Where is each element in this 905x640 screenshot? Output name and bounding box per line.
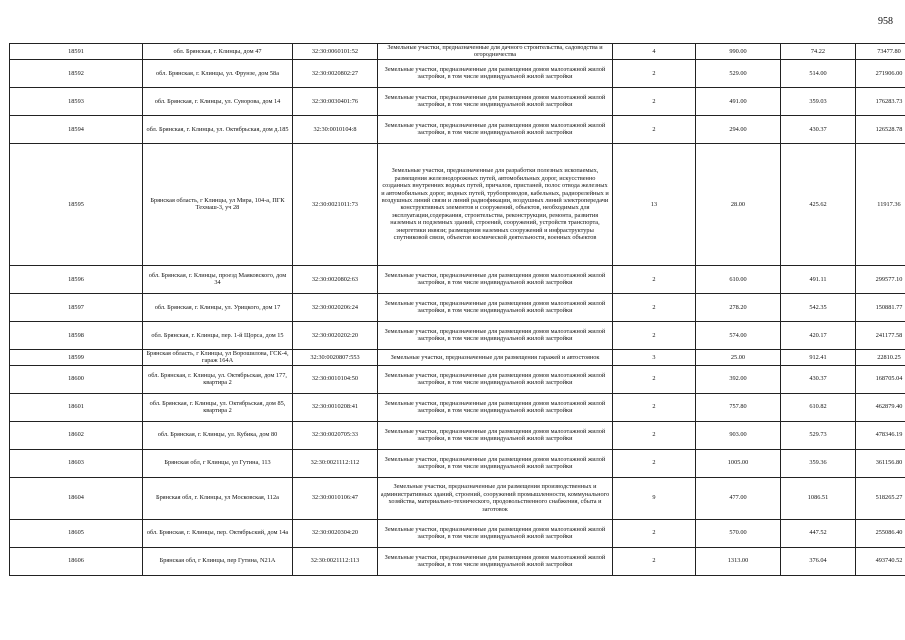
row-number: 18599 <box>10 349 143 365</box>
row-number: 18605 <box>10 519 143 547</box>
row-address: Брянская обл, г Клинцы, пер Гутина, N21А <box>143 547 293 575</box>
row-land-usage: Земельные участки, предназначенные для размещения домов малоэтажной жилой застройки, в том числе индивидуальной жилой застройки <box>378 321 613 349</box>
row-area: 529.00 <box>696 59 781 87</box>
row-number: 18598 <box>10 321 143 349</box>
row-area: 25.00 <box>696 349 781 365</box>
row-cadastral-value: 176283.73 <box>856 87 905 115</box>
row-cadastral-number: 32:30:0020705:33 <box>293 421 378 449</box>
row-number: 18604 <box>10 477 143 519</box>
row-cadastral-value: 126528.78 <box>856 115 905 143</box>
row-address: обл. Брянская, г. Клинцы, ул. Урицкого, дом 17 <box>143 293 293 321</box>
row-area: 392.00 <box>696 365 781 393</box>
row-area: 278.20 <box>696 293 781 321</box>
row-usage-group: 2 <box>613 59 696 87</box>
table-row <box>10 421 905 449</box>
table-row <box>10 143 905 265</box>
row-cadastral-value: 478346.19 <box>856 421 905 449</box>
row-cadastral-number: 32:30:0030401:76 <box>293 87 378 115</box>
row-cadastral-value: 493740.52 <box>856 547 905 575</box>
row-cadastral-value: 299577.10 <box>856 265 905 293</box>
row-specific-value: 430.37 <box>781 115 856 143</box>
row-cadastral-number: 32:30:0010106:47 <box>293 477 378 519</box>
row-usage-group: 2 <box>613 519 696 547</box>
row-area: 990.00 <box>696 44 781 60</box>
row-land-usage: Земельные участки, предназначенные для размещения домов малоэтажной жилой застройки, в том числе индивидуальной жилой застройки <box>378 87 613 115</box>
row-cadastral-number: 32:30:0021112:112 <box>293 449 378 477</box>
row-land-usage: Земельные участки, предназначенные для размещения домов малоэтажной жилой застройки, в том числе индивидуальной жилой застройки <box>378 519 613 547</box>
row-cadastral-number: 32:30:0010208:41 <box>293 393 378 421</box>
row-cadastral-value: 462879.40 <box>856 393 905 421</box>
row-number: 18592 <box>10 59 143 87</box>
row-land-usage: Земельные участки, предназначенные для размещения домов малоэтажной жилой застройки, в том числе индивидуальной жилой застройки <box>378 365 613 393</box>
row-land-usage: Земельные участки, предназначенные для размещения домов малоэтажной жилой застройки, в том числе индивидуальной жилой застройки <box>378 449 613 477</box>
row-cadastral-value: 11917.36 <box>856 143 905 265</box>
row-cadastral-value: 361156.80 <box>856 449 905 477</box>
row-number: 18593 <box>10 87 143 115</box>
row-address: обл. Брянская, г. Клинцы, ул. Кубика, дом 80 <box>143 421 293 449</box>
table-row <box>10 265 905 293</box>
row-number: 18601 <box>10 393 143 421</box>
row-specific-value: 420.17 <box>781 321 856 349</box>
row-usage-group: 2 <box>613 421 696 449</box>
row-usage-group: 2 <box>613 393 696 421</box>
row-land-usage: Земельные участки, предназначенные для разработки полезных ископаемых, размещения железнодорожных путей, автомобильных дорог, искусственно созданных внутренних водных путей, причалов, пристаней, полос отвода железных и автомобильных дорог, водных путей, трубопроводов, кабельных, радиорелейных и воздушных линий связи и линий радиофикации, воздушных линий электропередачи конструктивных элементов и сооружений, объектов, необходимых для эксплуатации,содержания, строительства, реконструкции, ремонта, развития наземных и подземных зданий, строений, сооружений, устройств транспорта, энергетики иsвязи; размещения наземных сооружений и инфраструктуры спутниковой связи, объектов космической деятельности, военных объектов <box>378 143 613 265</box>
row-area: 570.00 <box>696 519 781 547</box>
row-area: 491.00 <box>696 87 781 115</box>
table-row <box>10 44 905 60</box>
row-land-usage: Земельные участки, предназначенные для размещения домов малоэтажной жилой застройки, в том числе индивидуальной жилой застройки <box>378 59 613 87</box>
row-number: 18595 <box>10 143 143 265</box>
row-usage-group: 2 <box>613 87 696 115</box>
row-usage-group: 2 <box>613 365 696 393</box>
row-land-usage: Земельные участки, предназначенные для дачного строительства, садоводства и огородничества <box>378 44 613 60</box>
row-specific-value: 447.52 <box>781 519 856 547</box>
row-address: обл. Брянская, г. Клинцы, пер. 1-й Щорса, дом 15 <box>143 321 293 349</box>
row-number: 18591 <box>10 44 143 60</box>
row-usage-group: 2 <box>613 321 696 349</box>
row-specific-value: 425.62 <box>781 143 856 265</box>
table-row <box>10 59 905 87</box>
cadastral-registry-table <box>9 43 905 576</box>
row-specific-value: 376.04 <box>781 547 856 575</box>
row-specific-value: 529.73 <box>781 421 856 449</box>
row-usage-group: 2 <box>613 449 696 477</box>
row-cadastral-number: 32:30:0020802:63 <box>293 265 378 293</box>
row-cadastral-number: 32:30:0020202:20 <box>293 321 378 349</box>
row-land-usage: Земельные участки, предназначенные для размещения домов малоэтажной жилой застройки, в том числе индивидуальной жилой застройки <box>378 293 613 321</box>
page-number: 958 <box>878 16 893 27</box>
registry-table-body <box>10 44 905 576</box>
row-cadastral-value: 241177.58 <box>856 321 905 349</box>
table-row <box>10 293 905 321</box>
row-land-usage: Земельные участки, предназначенные для размещения домов малоэтажной жилой застройки, в том числе индивидуальной жилой застройки <box>378 393 613 421</box>
row-area: 610.00 <box>696 265 781 293</box>
row-specific-value: 610.82 <box>781 393 856 421</box>
row-specific-value: 542.35 <box>781 293 856 321</box>
row-cadastral-number: 32:30:0021112:113 <box>293 547 378 575</box>
row-number: 18596 <box>10 265 143 293</box>
row-usage-group: 2 <box>613 293 696 321</box>
row-number: 18597 <box>10 293 143 321</box>
row-number: 18603 <box>10 449 143 477</box>
row-specific-value: 74.22 <box>781 44 856 60</box>
table-row <box>10 477 905 519</box>
row-number: 18594 <box>10 115 143 143</box>
row-address: Брянская обл, г. Клинцы, ул Московская, 112а <box>143 477 293 519</box>
table-row <box>10 449 905 477</box>
table-row <box>10 321 905 349</box>
row-address: обл. Брянская, г. Клинцы, ул. Суворова, дом 14 <box>143 87 293 115</box>
row-address: обл. Брянская, г. Клинцы, ул. Октябрьская, дом 85, квартира 2 <box>143 393 293 421</box>
row-land-usage: Земельные участки, предназначенные для размещения гаражей и автостоянок <box>378 349 613 365</box>
row-land-usage: Земельные участки, предназначенные для размещения домов малоэтажной жилой застройки, в том числе индивидуальной жилой застройки <box>378 421 613 449</box>
row-cadastral-number: 32:30:0021011:73 <box>293 143 378 265</box>
row-specific-value: 359.36 <box>781 449 856 477</box>
row-usage-group: 9 <box>613 477 696 519</box>
row-usage-group: 4 <box>613 44 696 60</box>
row-specific-value: 430.37 <box>781 365 856 393</box>
row-specific-value: 359.03 <box>781 87 856 115</box>
row-address: Брянская область, г Клинцы, ул Ворошилова, ГСК-4, гараж 164А <box>143 349 293 365</box>
row-cadastral-value: 271906.00 <box>856 59 905 87</box>
row-address: обл. Брянская, г. Клинцы, ул. Фрунзе, дом 58а <box>143 59 293 87</box>
row-area: 477.00 <box>696 477 781 519</box>
row-specific-value: 1086.51 <box>781 477 856 519</box>
row-cadastral-number: 32:30:0010104:50 <box>293 365 378 393</box>
table-row <box>10 115 905 143</box>
row-land-usage: Земельные участки, предназначенные для размещения производственных и административных зданий, строений, сооружений промышленности, коммунального хозяйства, материально-технического, продовольственного снабжения, сбыта и заготовок <box>378 477 613 519</box>
row-area: 574.00 <box>696 321 781 349</box>
row-cadastral-number: 32:30:0010104:8 <box>293 115 378 143</box>
row-land-usage: Земельные участки, предназначенные для размещения домов малоэтажной жилой застройки, в том числе индивидуальной жилой застройки <box>378 115 613 143</box>
row-cadastral-value: 255086.40 <box>856 519 905 547</box>
row-address: обл. Брянская, г. Клинцы, проезд Маяковского, дом 34 <box>143 265 293 293</box>
row-cadastral-value: 168705.04 <box>856 365 905 393</box>
row-land-usage: Земельные участки, предназначенные для размещения домов малоэтажной жилой застройки, в том числе индивидуальной жилой застройки <box>378 547 613 575</box>
row-address: обл. Брянская, г. Клинцы, пер. Октябрьский, дом 14а <box>143 519 293 547</box>
row-number: 18606 <box>10 547 143 575</box>
table-row <box>10 519 905 547</box>
row-usage-group: 13 <box>613 143 696 265</box>
row-address: обл. Брянская, г. Клинцы, ул. Октябрьская, дом 177, квартира 2 <box>143 365 293 393</box>
row-address: Брянская обл, г Клинцы, ул Гутина, 113 <box>143 449 293 477</box>
table-row <box>10 547 905 575</box>
row-specific-value: 514.00 <box>781 59 856 87</box>
table-row <box>10 87 905 115</box>
row-cadastral-number: 32:30:0020304:20 <box>293 519 378 547</box>
row-cadastral-number: 32:30:0020802:27 <box>293 59 378 87</box>
row-usage-group: 2 <box>613 547 696 575</box>
row-cadastral-value: 22810.25 <box>856 349 905 365</box>
row-number: 18600 <box>10 365 143 393</box>
row-area: 757.80 <box>696 393 781 421</box>
row-land-usage: Земельные участки, предназначенные для размещения домов малоэтажной жилой застройки, в том числе индивидуальной жилой застройки <box>378 265 613 293</box>
row-area: 28.00 <box>696 143 781 265</box>
row-usage-group: 3 <box>613 349 696 365</box>
row-usage-group: 2 <box>613 115 696 143</box>
table-row <box>10 365 905 393</box>
row-cadastral-number: 32:30:0020807:553 <box>293 349 378 365</box>
row-address: обл. Брянская, г. Клинцы, ул. Октябрьская, дом д.185 <box>143 115 293 143</box>
row-address: Брянская область, г Клинцы, ул Мира, 104-а, ПГК Техмаш-3, уч 28 <box>143 143 293 265</box>
row-area: 294.00 <box>696 115 781 143</box>
table-row <box>10 393 905 421</box>
row-cadastral-number: 32:30:0020206:24 <box>293 293 378 321</box>
row-cadastral-value: 73477.80 <box>856 44 905 60</box>
row-address: обл. Брянская, г. Клинцы, дом 47 <box>143 44 293 60</box>
table-row <box>10 349 905 365</box>
row-usage-group: 2 <box>613 265 696 293</box>
row-cadastral-value: 518265.27 <box>856 477 905 519</box>
row-specific-value: 491.11 <box>781 265 856 293</box>
row-cadastral-number: 32:30:0060101:52 <box>293 44 378 60</box>
row-number: 18602 <box>10 421 143 449</box>
row-specific-value: 912.41 <box>781 349 856 365</box>
row-area: 903.00 <box>696 421 781 449</box>
row-cadastral-value: 150881.77 <box>856 293 905 321</box>
row-area: 1313.00 <box>696 547 781 575</box>
row-area: 1005.00 <box>696 449 781 477</box>
